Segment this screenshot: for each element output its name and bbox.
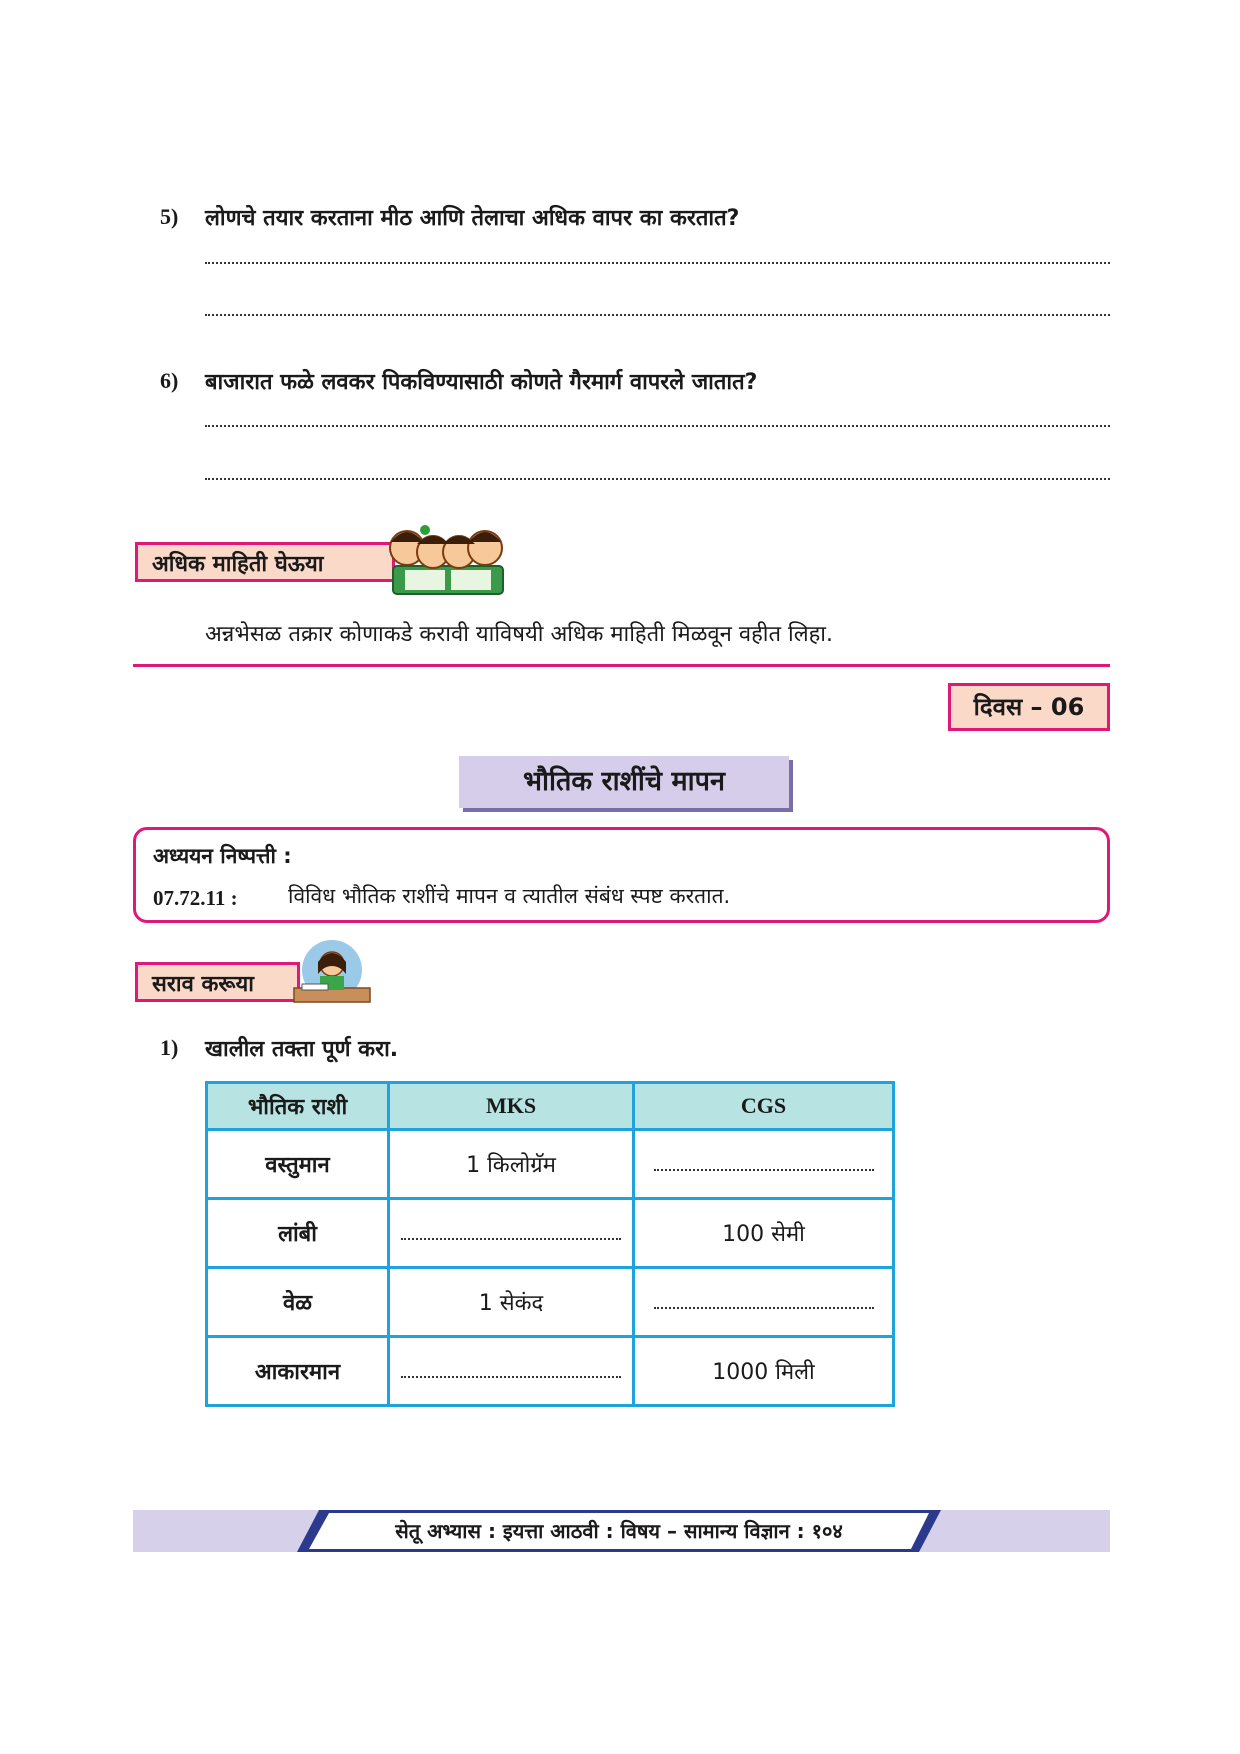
table-row [207, 1130, 894, 1199]
cell-quantity: वस्तुमान [207, 1130, 389, 1199]
fill-in-blank[interactable] [654, 1155, 874, 1171]
section-divider [133, 664, 1110, 667]
cell-cgs: 100 सेमी [634, 1199, 894, 1268]
practice-question-number: 1) [160, 1035, 179, 1060]
measurement-table [205, 1081, 895, 1407]
day-badge: दिवस – 06 [948, 683, 1110, 731]
fill-in-blank[interactable] [654, 1293, 874, 1309]
fill-in-blank[interactable] [401, 1224, 621, 1240]
cell-cgs-blank[interactable] [634, 1268, 894, 1337]
header-quantity: भौतिक राशी [207, 1083, 389, 1130]
cell-mks: 1 सेकंद [389, 1268, 634, 1337]
answer-line[interactable] [205, 478, 1110, 480]
cell-quantity: लांबी [207, 1199, 389, 1268]
cell-quantity: वेळ [207, 1268, 389, 1337]
question-6-number: 6) [160, 368, 179, 393]
more-info-tag: अधिक माहिती घेऊया [135, 542, 395, 582]
table-header-row [207, 1083, 894, 1130]
answer-line[interactable] [205, 425, 1110, 427]
cell-cgs: 1000 मिली [634, 1337, 894, 1406]
question-6-text: बाजारात फळे लवकर पिकविण्यासाठी कोणते गैरमार्ग वापरले जातात? [205, 370, 758, 395]
chapter-title: भौतिक राशींचे मापन [459, 756, 789, 808]
footer-text: सेतू अभ्यास : इयत्ता आठवी : विषय – सामान्य विज्ञान : १०४ [395, 1519, 843, 1543]
studying-child-illustration [288, 940, 372, 1006]
header-cgs: CGS [634, 1083, 894, 1130]
header-mks: MKS [389, 1083, 634, 1130]
question-5-number: 5) [160, 204, 179, 229]
answer-line[interactable] [205, 314, 1110, 316]
fill-in-blank[interactable] [401, 1362, 621, 1378]
cell-cgs-blank[interactable] [634, 1130, 894, 1199]
reading-kids-illustration [385, 518, 510, 598]
learning-outcome-code: 07.72.11 : [153, 886, 238, 910]
more-info-text: अन्नभेसळ तक्रार कोणाकडे करावी याविषयी अधिक माहिती मिळवून वहीत लिहा. [205, 622, 833, 647]
answer-line[interactable] [205, 262, 1110, 264]
cell-mks-blank[interactable] [389, 1337, 634, 1406]
cell-mks: 1 किलोग्रॅम [389, 1130, 634, 1199]
table-row [207, 1268, 894, 1337]
cell-quantity: आकारमान [207, 1337, 389, 1406]
table-row [207, 1199, 894, 1268]
cell-mks-blank[interactable] [389, 1199, 634, 1268]
learning-outcome-heading: अध्ययन निष्पत्ती : [153, 844, 292, 868]
question-5-text: लोणचे तयार करताना मीठ आणि तेलाचा अधिक वापर का करतात? [205, 206, 740, 231]
practice-tag: सराव करूया [135, 962, 300, 1002]
practice-question-text: खालील तक्ता पूर्ण करा. [205, 1037, 399, 1062]
learning-outcome-text: विविध भौतिक राशींचे मापन व त्यातील संबंध स्पष्ट करतात. [288, 884, 731, 908]
learning-outcome-box [133, 827, 1110, 923]
table-row [207, 1337, 894, 1406]
